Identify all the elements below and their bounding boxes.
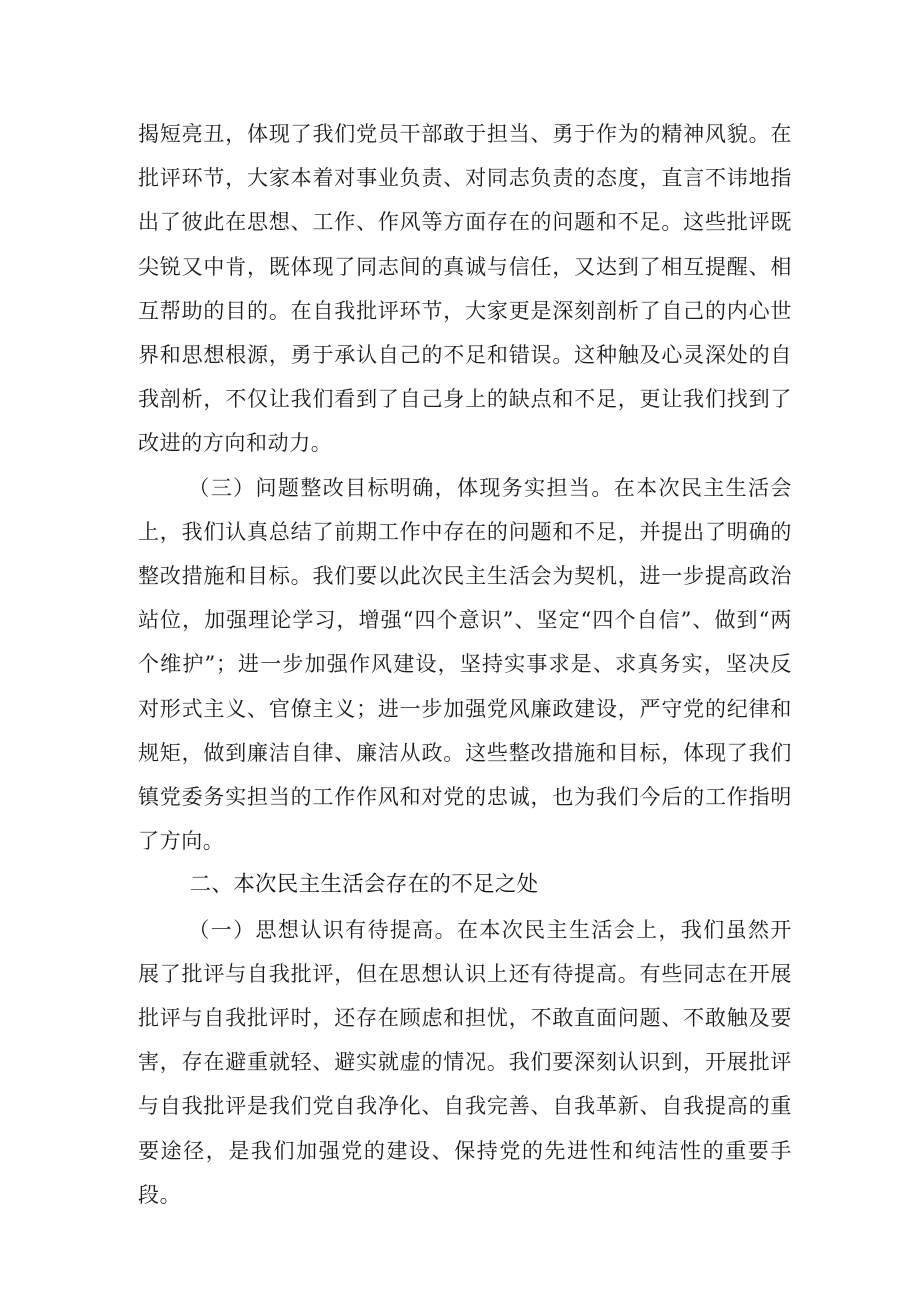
paragraph-section-one: （一）思想认识有待提高。在本次民主生活会上，我们虽然开展了批评与自我批评，但在思想认识上还有待提高。有些同志在开展批评与自我批评时，还存在顾虑和担忧，不敢直面问题、不敢触及要害，存在避重就轻、避实就虚的情况。我们要深刻认识到，开展批评与自我批评是我们党自我净化、自我完善、自我革新、自我提高的重要途径，是我们加强党的建设、保持党的先进性和纯洁性的重要手段。 — [138, 917, 792, 1207]
document-body — [138, 112, 792, 1217]
paragraph-continuation: 揭短亮丑，体现了我们党员干部敢于担当、勇于作为的精神风貌。在批评环节，大家本着对事业负责、对同志负责的态度，直言不讳地指出了彼此在思想、工作、作风等方面存在的问题和不足。这些批评既尖锐又中肯，既体现了同志间的真诚与信任，又达到了相互提醒、相互帮助的目的。在自我批评环节，大家更是深刻剖析了自己的内心世界和思想根源，勇于承认自己的不足和错误。这种触及心灵深处的自我剖析，不仅让我们看到了自己身上的缺点和不足，更让我们找到了改进的方向和动力。 — [138, 122, 792, 456]
paragraph-section-three: （三）问题整改目标明确，体现务实担当。在本次民主生活会上，我们认真总结了前期工作中存在的问题和不足，并提出了明确的整改措施和目标。我们要以此次民主生活会为契机，进一步提高政治站位，加强理论学习，增强“四个意识”、坚定“四个自信”、做到“两个维护”；进一步加强作风建设，坚持实事求是、求真务实，坚决反对形式主义、官僚主义；进一步加强党风廉政建设，严守党的纪律和规矩，做到廉洁自律、廉洁从政。这些整改措施和目标，体现了我们镇党委务实担当的工作作风和对党的忠诚，也为我们今后的工作指明了方向。 — [138, 475, 792, 854]
section-heading: 二、本次民主生活会存在的不足之处 — [189, 872, 539, 898]
